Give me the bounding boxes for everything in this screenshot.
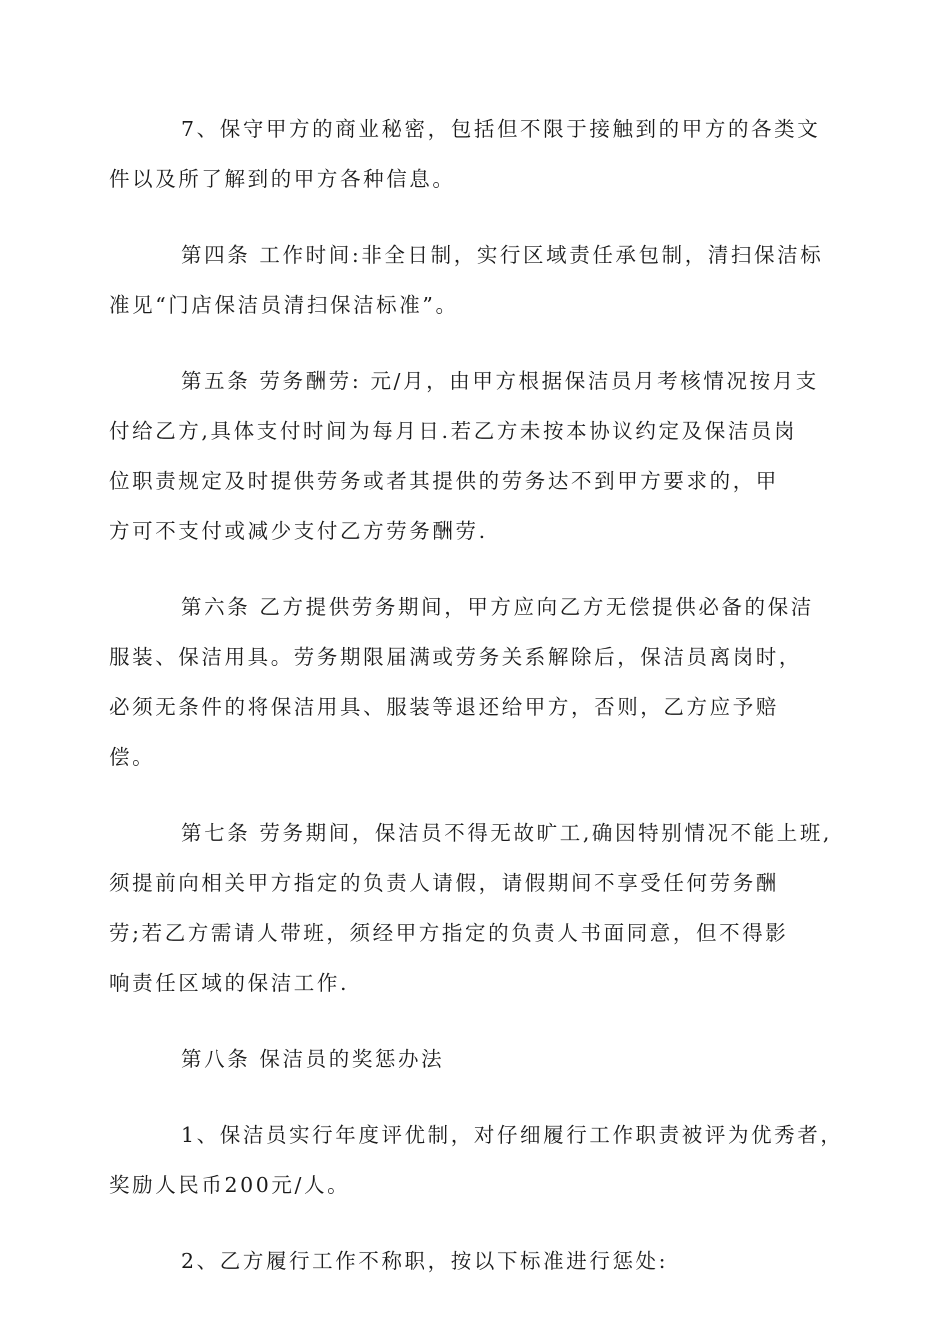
paragraph-article-6-equipment [109, 582, 814, 782]
text-line: 响责任区域的保洁工作. [109, 971, 350, 995]
text-line: 必须无条件的将保洁用具、服装等退还给甲方，否则，乙方应予赔 [109, 695, 779, 719]
text-line: 第七条 劳务期间，保洁员不得无故旷工,确因特别情况不能上班, [181, 821, 833, 845]
document-body [109, 104, 844, 1286]
text-line: 服装、保洁用具。劳务期限届满或劳务关系解除后，保洁员离岗时， [109, 645, 802, 669]
paragraph-item-2-penalty [145, 1236, 805, 1286]
text-line: 7、保守甲方的商业秘密，包括但不限于接触到的甲方的各类文 [181, 117, 821, 141]
text-line: 位职责规定及时提供劳务或者其提供的劳务达不到甲方要求的，甲 [109, 469, 779, 493]
text-line: 件以及所了解到的甲方各种信息。 [109, 167, 456, 191]
text-line: 劳;若乙方需请人带班，须经甲方指定的负责人书面同意，但不得影 [109, 921, 789, 945]
paragraph-article-4-working-hours [109, 230, 824, 330]
text-line: 2、乙方履行工作不称职，按以下标准进行惩处: [181, 1249, 669, 1273]
text-line: 准见“门店保洁员清扫保洁标准”。 [109, 293, 459, 317]
text-line: 奖励人民币200元/人。 [109, 1173, 351, 1197]
text-line: 第五条 劳务酬劳: 元/月，由甲方根据保洁员月考核情况按月支 [181, 369, 819, 393]
paragraph-article-7-attendance [109, 808, 833, 1008]
text-line: 须提前向相关甲方指定的负责人请假，请假期间不享受任何劳务酬 [109, 871, 779, 895]
paragraph-item-1-award [109, 1110, 844, 1210]
paragraph-clause-7-confidentiality [109, 104, 821, 204]
text-line: 第八条 保洁员的奖惩办法 [181, 1047, 445, 1071]
text-line: 付给乙方,具体支付时间为每月日.若乙方未按本协议约定及保洁员岗 [109, 419, 798, 443]
text-line: 1、保洁员实行年度评优制，对仔细履行工作职责被评为优秀者， [181, 1123, 844, 1147]
text-line: 第四条 工作时间:非全日制，实行区域责任承包制，清扫保洁标 [181, 243, 824, 267]
paragraph-article-8-heading [145, 1034, 805, 1084]
text-line: 方可不支付或减少支付乙方劳务酬劳. [109, 519, 488, 543]
paragraph-article-5-remuneration [109, 356, 819, 556]
text-line: 第六条 乙方提供劳务期间，甲方应向乙方无偿提供必备的保洁 [181, 595, 814, 619]
text-line: 偿。 [109, 745, 156, 769]
